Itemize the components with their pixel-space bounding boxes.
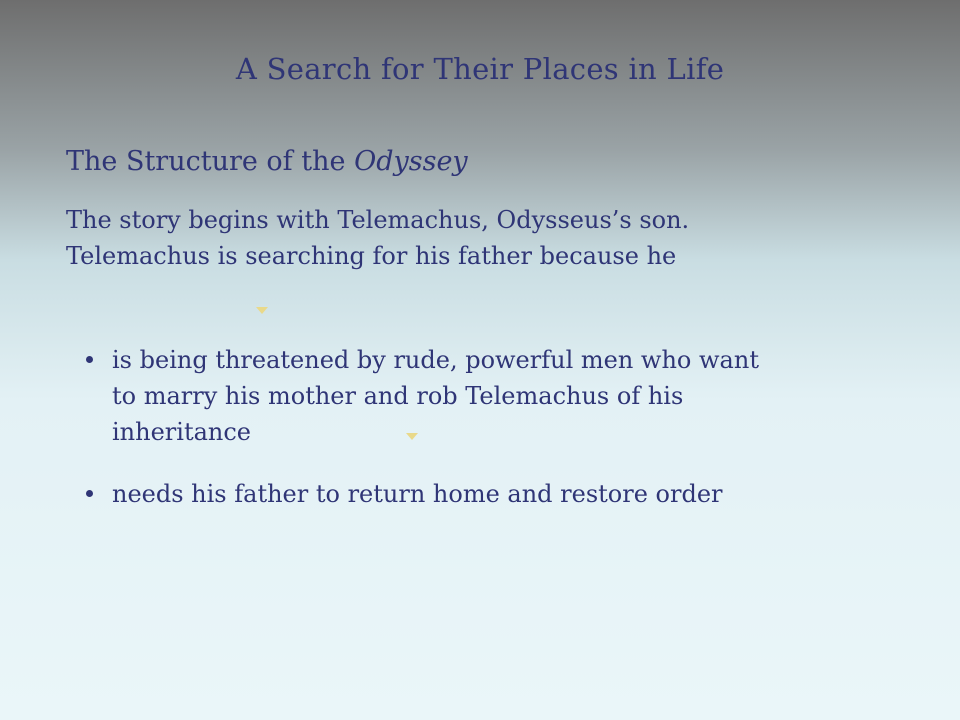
bullet-text: is being threatened by rude, powerful men who want to marry his mother and rob Telemachus of his inheritance	[112, 346, 759, 446]
animation-marker-icon	[406, 433, 418, 440]
section-heading	[66, 146, 468, 177]
bullet-item	[112, 342, 762, 450]
bullet-item	[112, 476, 832, 512]
bullet-text: needs his father to return home and restore order	[112, 480, 723, 508]
bullet-dot-icon	[86, 356, 93, 363]
animation-marker-icon	[256, 307, 268, 314]
intro-paragraph: The story begins with Telemachus, Odysseus’s son. Telemachus is searching for his father because he	[66, 206, 690, 270]
bullet-dot-icon	[86, 490, 93, 497]
work-title: Odyssey	[354, 146, 468, 177]
slide-title: A Search for Their Places in Life	[235, 52, 725, 86]
section-heading-text: The Structure of the	[66, 146, 355, 177]
